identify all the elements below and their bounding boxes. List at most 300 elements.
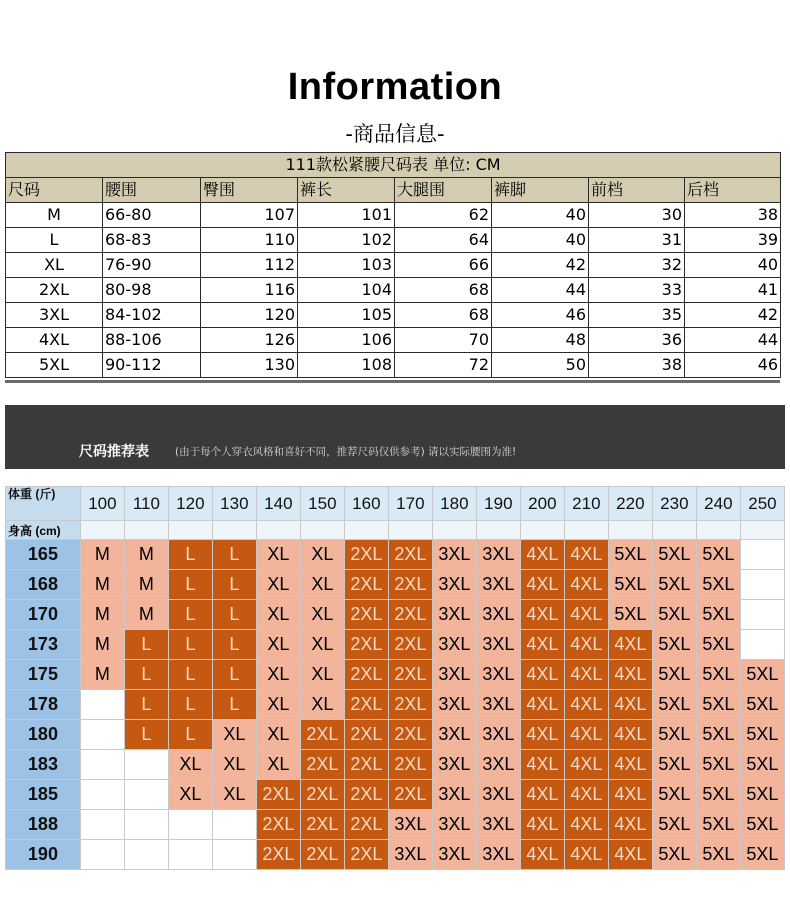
weight-header-cell: 110	[124, 487, 168, 521]
size-grid	[5, 486, 785, 870]
size-cell: L	[168, 720, 212, 750]
empty-size-cell	[740, 570, 784, 600]
height-header-cell: 185	[6, 780, 81, 810]
size-cell: XL	[256, 630, 300, 660]
size-cell: 2XL	[388, 750, 432, 780]
size-cell: 5XL	[696, 810, 740, 840]
spec-value-cell: 107	[201, 203, 298, 228]
spec-value-cell: 120	[201, 303, 298, 328]
size-cell: L	[124, 630, 168, 660]
size-cell: 3XL	[476, 750, 520, 780]
size-cell: 3XL	[476, 600, 520, 630]
size-cell: 2XL	[344, 570, 388, 600]
size-cell: 4XL	[564, 540, 608, 570]
empty-size-cell	[80, 780, 124, 810]
size-cell: M	[124, 570, 168, 600]
size-cell: 5XL	[740, 810, 784, 840]
height-header-cell: 180	[6, 720, 81, 750]
size-cell: 2XL	[344, 810, 388, 840]
size-cell: 2XL	[300, 780, 344, 810]
size-cell: L	[212, 690, 256, 720]
size-cell: 2XL	[300, 720, 344, 750]
size-cell: 5XL	[652, 630, 696, 660]
spec-value-cell: 84-102	[103, 303, 201, 328]
blank-cell	[608, 521, 652, 540]
weight-header-cell: 100	[80, 487, 124, 521]
empty-size-cell	[80, 690, 124, 720]
size-cell: 2XL	[388, 660, 432, 690]
spec-value-cell: 40	[685, 253, 781, 278]
size-cell: M	[80, 570, 124, 600]
size-cell: 2XL	[388, 690, 432, 720]
size-cell: L	[212, 540, 256, 570]
page-title: Information	[287, 66, 503, 108]
spec-value-cell: 44	[492, 278, 589, 303]
size-cell: M	[80, 540, 124, 570]
spec-value-cell: 41	[685, 278, 781, 303]
weight-header-cell: 140	[256, 487, 300, 521]
weight-header-cell: 180	[432, 487, 476, 521]
size-grid-row	[6, 810, 785, 840]
size-cell: XL	[256, 660, 300, 690]
spec-value-cell: 33	[589, 278, 685, 303]
size-recommendation-chart	[5, 405, 785, 877]
size-cell: M	[80, 630, 124, 660]
size-cell: 2XL	[344, 540, 388, 570]
size-cell: 3XL	[432, 780, 476, 810]
spec-value-cell: 112	[201, 253, 298, 278]
spec-table-caption: 111款松紧腰尺码表 单位: CM	[6, 153, 781, 178]
size-cell: 5XL	[652, 570, 696, 600]
blank-cell	[564, 521, 608, 540]
size-cell: 2XL	[388, 720, 432, 750]
spec-value-cell: 88-106	[103, 328, 201, 353]
spec-value-cell: 106	[298, 328, 395, 353]
size-cell: 3XL	[476, 570, 520, 600]
size-cell: 4XL	[520, 780, 564, 810]
size-cell: 3XL	[476, 540, 520, 570]
chart-banner	[5, 405, 785, 469]
spec-size-cell: M	[6, 203, 103, 228]
size-cell: 5XL	[696, 750, 740, 780]
spec-value-cell: 32	[589, 253, 685, 278]
size-cell: 2XL	[300, 840, 344, 870]
size-cell: 2XL	[300, 750, 344, 780]
size-cell: 2XL	[388, 570, 432, 600]
spec-row	[6, 328, 781, 353]
spec-row	[6, 303, 781, 328]
spec-row	[6, 353, 781, 378]
size-cell: XL	[300, 630, 344, 660]
empty-size-cell	[80, 810, 124, 840]
spec-column-header: 前档	[589, 178, 685, 203]
size-cell: 4XL	[564, 570, 608, 600]
size-cell: 2XL	[388, 780, 432, 810]
size-cell: XL	[212, 750, 256, 780]
spec-size-cell: XL	[6, 253, 103, 278]
size-cell: XL	[212, 720, 256, 750]
size-cell: 5XL	[652, 780, 696, 810]
size-cell: 5XL	[696, 720, 740, 750]
size-cell: XL	[300, 540, 344, 570]
height-header-cell: 190	[6, 840, 81, 870]
size-cell: 5XL	[696, 540, 740, 570]
blank-cell	[740, 521, 784, 540]
spec-value-cell: 70	[395, 328, 492, 353]
size-cell: 4XL	[564, 750, 608, 780]
size-cell: 2XL	[344, 660, 388, 690]
weight-header-cell: 130	[212, 487, 256, 521]
size-cell: 4XL	[564, 630, 608, 660]
size-cell: 5XL	[652, 750, 696, 780]
size-cell: 5XL	[740, 840, 784, 870]
height-header-cell: 188	[6, 810, 81, 840]
section-divider	[5, 380, 780, 383]
height-header-cell: 183	[6, 750, 81, 780]
empty-size-cell	[124, 750, 168, 780]
chart-note: (由于每个人穿衣风格和喜好不同，推荐尺码仅供参考) 请以实际腰围为准!	[175, 446, 517, 458]
spec-value-cell: 103	[298, 253, 395, 278]
weight-header-cell: 240	[696, 487, 740, 521]
size-cell: 5XL	[696, 660, 740, 690]
size-cell: L	[168, 690, 212, 720]
size-grid-row	[6, 630, 785, 660]
spec-value-cell: 101	[298, 203, 395, 228]
size-cell: XL	[168, 750, 212, 780]
size-cell: 5XL	[652, 660, 696, 690]
size-cell: 5XL	[608, 540, 652, 570]
size-cell: L	[212, 630, 256, 660]
weight-header-cell: 250	[740, 487, 784, 521]
spec-header-row	[6, 178, 781, 203]
size-cell: 3XL	[476, 810, 520, 840]
empty-size-cell	[124, 780, 168, 810]
blank-cell	[652, 521, 696, 540]
spec-value-cell: 40	[492, 228, 589, 253]
size-cell: 4XL	[608, 720, 652, 750]
size-cell: XL	[256, 600, 300, 630]
size-cell: 4XL	[520, 570, 564, 600]
spec-value-cell: 38	[685, 203, 781, 228]
spec-column-header: 尺码	[6, 178, 103, 203]
spec-value-cell: 68-83	[103, 228, 201, 253]
size-cell: XL	[212, 780, 256, 810]
spec-size-cell: 4XL	[6, 328, 103, 353]
size-grid-row	[6, 570, 785, 600]
spec-value-cell: 36	[589, 328, 685, 353]
empty-size-cell	[740, 540, 784, 570]
spec-value-cell: 38	[589, 353, 685, 378]
blank-cell	[80, 521, 124, 540]
size-cell: XL	[300, 660, 344, 690]
size-cell: L	[124, 660, 168, 690]
size-cell: 5XL	[652, 810, 696, 840]
size-cell: 5XL	[740, 690, 784, 720]
spec-value-cell: 50	[492, 353, 589, 378]
size-cell: 4XL	[608, 750, 652, 780]
size-cell: XL	[256, 540, 300, 570]
spec-column-header: 臀围	[201, 178, 298, 203]
size-cell: 5XL	[696, 840, 740, 870]
size-cell: XL	[256, 750, 300, 780]
spec-value-cell: 31	[589, 228, 685, 253]
size-cell: 5XL	[696, 690, 740, 720]
size-cell: 5XL	[608, 570, 652, 600]
spec-size-cell: L	[6, 228, 103, 253]
size-cell: 4XL	[564, 810, 608, 840]
empty-size-cell	[740, 600, 784, 630]
size-cell: 3XL	[432, 630, 476, 660]
size-cell: 5XL	[740, 780, 784, 810]
spec-value-cell: 116	[201, 278, 298, 303]
size-cell: 3XL	[388, 810, 432, 840]
size-cell: L	[168, 660, 212, 690]
height-header-cell: 175	[6, 660, 81, 690]
spec-value-cell: 90-112	[103, 353, 201, 378]
weight-header-cell: 170	[388, 487, 432, 521]
size-cell: 4XL	[520, 540, 564, 570]
size-grid-row	[6, 660, 785, 690]
size-cell: L	[168, 570, 212, 600]
spec-column-header: 腰围	[103, 178, 201, 203]
spec-value-cell: 130	[201, 353, 298, 378]
spec-column-header: 后档	[685, 178, 781, 203]
spec-value-cell: 62	[395, 203, 492, 228]
weight-header-cell: 230	[652, 487, 696, 521]
spec-column-header: 裤脚	[492, 178, 589, 203]
spec-value-cell: 40	[492, 203, 589, 228]
spec-value-cell: 42	[492, 253, 589, 278]
spec-row	[6, 228, 781, 253]
size-cell: 3XL	[432, 570, 476, 600]
size-cell: 2XL	[344, 840, 388, 870]
size-cell: 3XL	[388, 840, 432, 870]
size-cell: L	[212, 660, 256, 690]
size-cell: 2XL	[344, 630, 388, 660]
spec-value-cell: 42	[685, 303, 781, 328]
chart-title: 尺码推荐表	[79, 444, 149, 460]
size-cell: 4XL	[608, 780, 652, 810]
weight-header-cell: 190	[476, 487, 520, 521]
size-cell: 4XL	[564, 720, 608, 750]
size-cell: 5XL	[740, 720, 784, 750]
spec-size-cell: 3XL	[6, 303, 103, 328]
size-cell: L	[212, 570, 256, 600]
spec-row	[6, 278, 781, 303]
weight-axis-label: 体重 (斤)	[6, 487, 81, 521]
size-cell: 4XL	[608, 660, 652, 690]
spec-size-cell: 5XL	[6, 353, 103, 378]
size-cell: 4XL	[520, 600, 564, 630]
spec-value-cell: 44	[685, 328, 781, 353]
blank-cell	[696, 521, 740, 540]
size-cell: 4XL	[520, 840, 564, 870]
size-cell: 3XL	[432, 690, 476, 720]
size-cell: L	[124, 720, 168, 750]
size-cell: 2XL	[344, 690, 388, 720]
size-cell: 3XL	[476, 720, 520, 750]
size-cell: 2XL	[388, 540, 432, 570]
size-cell: 4XL	[608, 840, 652, 870]
spec-column-header: 大腿围	[395, 178, 492, 203]
empty-size-cell	[740, 630, 784, 660]
size-cell: 4XL	[564, 690, 608, 720]
size-cell: XL	[256, 570, 300, 600]
size-grid-row	[6, 750, 785, 780]
spec-value-cell: 80-98	[103, 278, 201, 303]
size-cell: 4XL	[608, 630, 652, 660]
blank-cell	[300, 521, 344, 540]
size-cell: 5XL	[696, 780, 740, 810]
blank-cell	[256, 521, 300, 540]
empty-size-cell	[80, 720, 124, 750]
size-cell: M	[80, 600, 124, 630]
spec-value-cell: 35	[589, 303, 685, 328]
size-cell: 5XL	[652, 600, 696, 630]
spec-value-cell: 110	[201, 228, 298, 253]
size-cell: XL	[168, 780, 212, 810]
size-cell: XL	[300, 690, 344, 720]
spec-value-cell: 108	[298, 353, 395, 378]
spec-value-cell: 46	[492, 303, 589, 328]
height-header-cell: 178	[6, 690, 81, 720]
size-cell: 4XL	[520, 810, 564, 840]
size-cell: 4XL	[608, 690, 652, 720]
blank-cell	[124, 521, 168, 540]
size-cell: 2XL	[344, 600, 388, 630]
chart-spacer	[5, 469, 785, 486]
size-grid-row	[6, 840, 785, 870]
height-header-cell: 170	[6, 600, 81, 630]
size-cell: 3XL	[432, 840, 476, 870]
size-cell: 3XL	[476, 690, 520, 720]
size-cell: 5XL	[696, 630, 740, 660]
size-cell: XL	[300, 600, 344, 630]
size-cell: L	[212, 600, 256, 630]
weight-header-cell: 120	[168, 487, 212, 521]
size-cell: 2XL	[256, 810, 300, 840]
size-grid-row	[6, 720, 785, 750]
height-header-cell: 168	[6, 570, 81, 600]
size-grid-row	[6, 780, 785, 810]
page-subtitle: -商品信息-	[345, 122, 445, 146]
size-grid-row	[6, 600, 785, 630]
spec-value-cell: 102	[298, 228, 395, 253]
size-cell: 5XL	[652, 690, 696, 720]
blank-cell	[212, 521, 256, 540]
size-cell: 5XL	[740, 660, 784, 690]
size-cell: 4XL	[520, 720, 564, 750]
size-cell: 5XL	[652, 840, 696, 870]
size-cell: 4XL	[608, 810, 652, 840]
height-header-cell: 173	[6, 630, 81, 660]
blank-cell	[432, 521, 476, 540]
blank-cell	[344, 521, 388, 540]
spec-row	[6, 203, 781, 228]
spec-value-cell: 64	[395, 228, 492, 253]
blank-cell	[168, 521, 212, 540]
spec-row	[6, 253, 781, 278]
size-grid-row	[6, 690, 785, 720]
size-cell: 5XL	[740, 750, 784, 780]
weight-header-cell: 200	[520, 487, 564, 521]
weight-header-cell: 220	[608, 487, 652, 521]
blank-cell	[520, 521, 564, 540]
size-cell: XL	[256, 720, 300, 750]
empty-size-cell	[80, 840, 124, 870]
size-cell: 4XL	[520, 660, 564, 690]
size-cell: 4XL	[564, 600, 608, 630]
blank-cell	[388, 521, 432, 540]
spec-value-cell: 39	[685, 228, 781, 253]
empty-size-cell	[212, 810, 256, 840]
size-cell: 3XL	[476, 660, 520, 690]
spec-value-cell: 66	[395, 253, 492, 278]
size-cell: 3XL	[432, 810, 476, 840]
size-cell: 5XL	[608, 600, 652, 630]
empty-size-cell	[80, 750, 124, 780]
height-header-cell: 165	[6, 540, 81, 570]
empty-size-cell	[168, 840, 212, 870]
size-cell: 2XL	[344, 780, 388, 810]
spec-value-cell: 68	[395, 303, 492, 328]
spec-value-cell: 76-90	[103, 253, 201, 278]
size-cell: 2XL	[388, 600, 432, 630]
size-spec-table	[5, 152, 781, 378]
empty-size-cell	[124, 840, 168, 870]
size-cell: 4XL	[564, 840, 608, 870]
size-cell: 2XL	[300, 810, 344, 840]
weight-header-cell: 160	[344, 487, 388, 521]
size-cell: 3XL	[476, 630, 520, 660]
size-cell: M	[124, 600, 168, 630]
size-cell: 5XL	[652, 540, 696, 570]
size-cell: XL	[300, 570, 344, 600]
empty-size-cell	[212, 840, 256, 870]
height-label-row	[6, 521, 785, 540]
empty-size-cell	[124, 810, 168, 840]
weight-header-row	[6, 487, 785, 521]
size-cell: 2XL	[344, 720, 388, 750]
height-axis-label: 身高 (cm)	[6, 521, 81, 540]
size-cell: 5XL	[696, 570, 740, 600]
size-cell: L	[168, 630, 212, 660]
size-cell: M	[80, 660, 124, 690]
spec-value-cell: 68	[395, 278, 492, 303]
size-cell: 4XL	[520, 690, 564, 720]
spec-value-cell: 30	[589, 203, 685, 228]
size-cell: XL	[256, 690, 300, 720]
size-cell: 3XL	[476, 780, 520, 810]
size-cell: 2XL	[256, 840, 300, 870]
size-grid-row	[6, 540, 785, 570]
spec-value-cell: 126	[201, 328, 298, 353]
blank-cell	[476, 521, 520, 540]
spec-value-cell: 105	[298, 303, 395, 328]
size-cell: 4XL	[520, 630, 564, 660]
size-cell: L	[168, 540, 212, 570]
size-cell: 3XL	[432, 660, 476, 690]
size-cell: M	[124, 540, 168, 570]
empty-size-cell	[168, 810, 212, 840]
size-cell: 2XL	[256, 780, 300, 810]
size-cell: L	[124, 690, 168, 720]
spec-value-cell: 46	[685, 353, 781, 378]
size-cell: 5XL	[696, 600, 740, 630]
size-cell: 4XL	[564, 780, 608, 810]
spec-column-header: 裤长	[298, 178, 395, 203]
weight-header-cell: 210	[564, 487, 608, 521]
